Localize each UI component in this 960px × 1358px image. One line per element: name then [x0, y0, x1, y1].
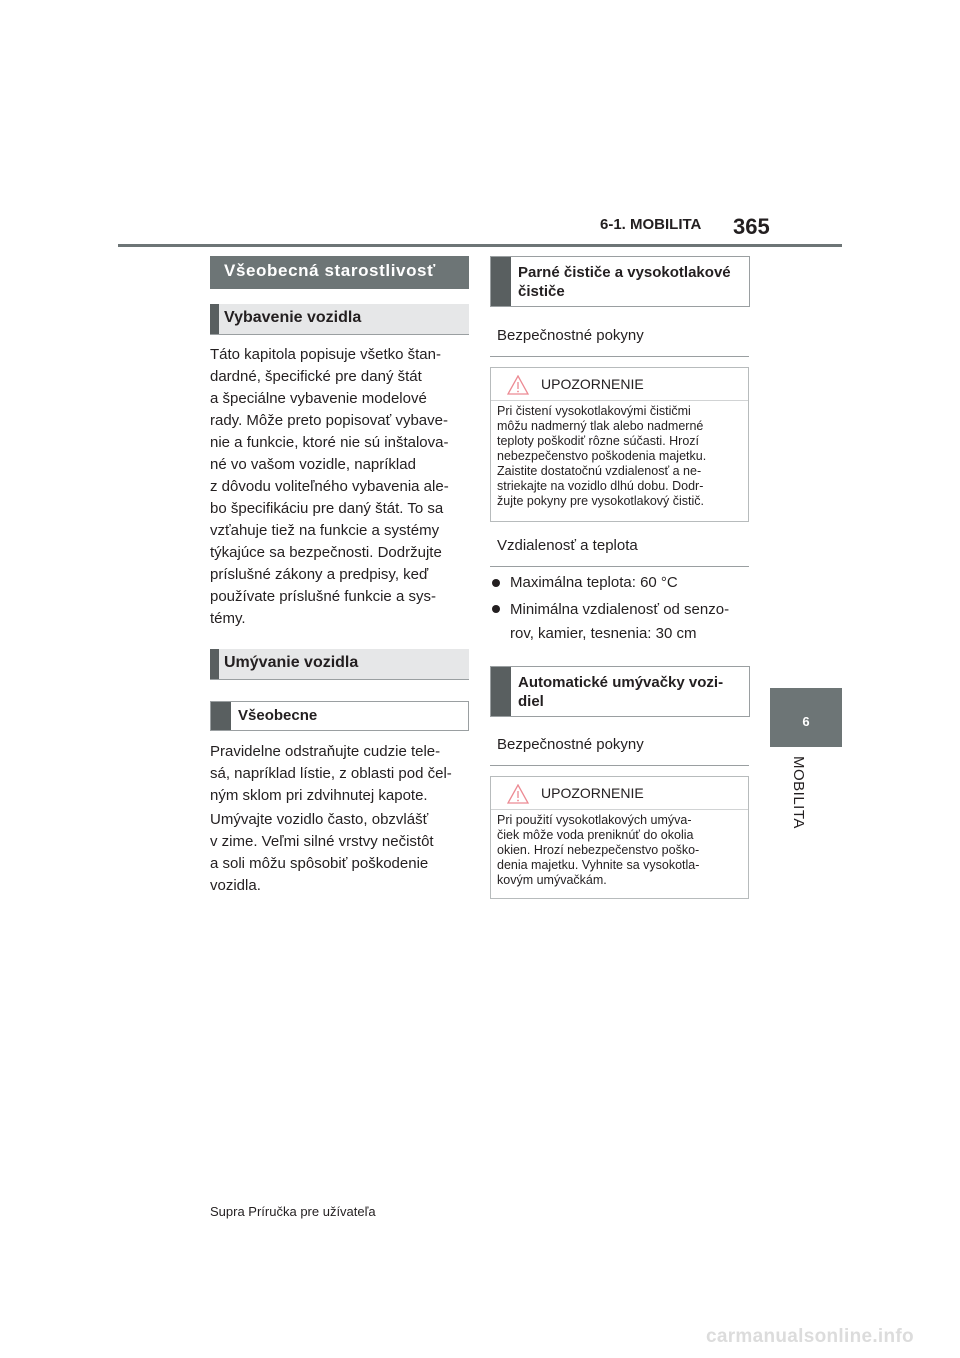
subheading-bar	[211, 702, 231, 730]
warning-title: UPOZORNENIE	[541, 785, 644, 801]
warning-triangle-icon	[507, 375, 529, 395]
subheading-text: Bezpečnostné pokyny	[497, 736, 644, 753]
heading-bar	[210, 304, 219, 334]
warning-title: UPOZORNENIE	[541, 376, 644, 392]
subheading-safety-1	[490, 319, 749, 357]
subheading-text: Vzdialenosť a teplota	[497, 537, 638, 554]
heading-bar	[491, 667, 511, 716]
list-item-text: Minimálna vzdialenosť od senzo- rov, kamier, tesnenia: 30 cm	[510, 601, 730, 642]
heading-car-wash	[490, 666, 750, 717]
header-rule	[118, 244, 842, 247]
heading-steam-cleaners	[490, 256, 750, 307]
chapter-label: MOBILITA	[790, 756, 807, 829]
warning-text: Pri čistení vysokotlakovými čističmi môžu nadmerný tlak alebo nadmerné teploty poškodiť rôzne súčasti. Hrozí nebezpečenstvo poškodenia majetku. Zaistite dostatočnú vzdialenosť a ne- striekajte na vozidlo dlhú dobu. Dodr- žujte pokyny pre vysokotlakový čistič.	[497, 404, 707, 508]
heading-text: Automatické umývačky vozi- diel	[518, 674, 724, 710]
footer-text: Supra Príručka pre užívateľa	[210, 1204, 376, 1219]
paragraph-equipment: Táto kapitola popisuje všetko štan- dardné, špecifické pre daný štát a špeciálne vybavenie modelové rady. Môže preto popisovať vybave- nie a funkcie, ktoré nie sú inštalova- né vo vašom vozidle, napríklad z dôvodu voliteľného vybavenia ale- bo špecifikáciu pre daný štát. To sa vzťahuje tiež na funkcie a systémy týkajúce sa bezpečnosti. Dodržujte príslušné zákony a predpisy, keď používate príslušné funkcie a sys- témy.	[210, 346, 449, 627]
heading-bar	[210, 649, 219, 679]
subheading-text: Všeobecne	[238, 707, 318, 724]
bullet-icon	[492, 605, 500, 613]
list-item	[492, 572, 754, 594]
subheading-distance	[490, 529, 749, 567]
warning-box-2	[490, 776, 749, 899]
main-title: Všeobecná starostlivosť	[210, 256, 469, 289]
warning-divider	[491, 400, 748, 401]
chapter-number: 6	[802, 714, 810, 729]
warning-triangle-icon	[507, 784, 529, 804]
paragraph-wash-often: Umývajte vozidlo často, obzvlášť v zime. Veľmi silné vrstvy nečistôt a soli môžu spôsobiť poškodenie vozidla.	[210, 811, 434, 894]
page-number: 365	[733, 214, 770, 239]
section-title: 6-1. MOBILITA	[600, 216, 702, 233]
watermark: carmanualsonline.info	[706, 1326, 914, 1347]
list-item	[492, 598, 754, 642]
heading-bar	[491, 257, 511, 306]
subheading-safety-2	[490, 728, 749, 766]
list-item-text: Maximálna teplota: 60 °C	[510, 574, 678, 591]
heading-vehicle-equipment	[210, 304, 469, 335]
bullet-icon	[492, 579, 500, 587]
subheading-general	[210, 701, 469, 731]
heading-text: Vybavenie vozidla	[224, 309, 362, 326]
heading-text: Parné čističe a vysokotlakové čističe	[518, 264, 731, 300]
warning-box-1	[490, 367, 749, 522]
heading-washing	[210, 649, 469, 680]
heading-text: Umývanie vozidla	[224, 654, 359, 671]
paragraph-foreign-objects: Pravidelne odstraňujte cudzie tele- sá, napríklad lístie, z oblasti pod čel- ným sklom pri zdvihnutej kapote.	[210, 743, 452, 804]
warning-divider	[491, 809, 748, 810]
warning-text: Pri použití vysokotlakových umýva- čiek môže voda preniknúť do okolia okien. Hrozí nebezpečenstvo poško- denia majetku. Vyhnite sa vysokotla- kovým umývačkám.	[497, 813, 700, 887]
subheading-text: Bezpečnostné pokyny	[497, 327, 644, 344]
